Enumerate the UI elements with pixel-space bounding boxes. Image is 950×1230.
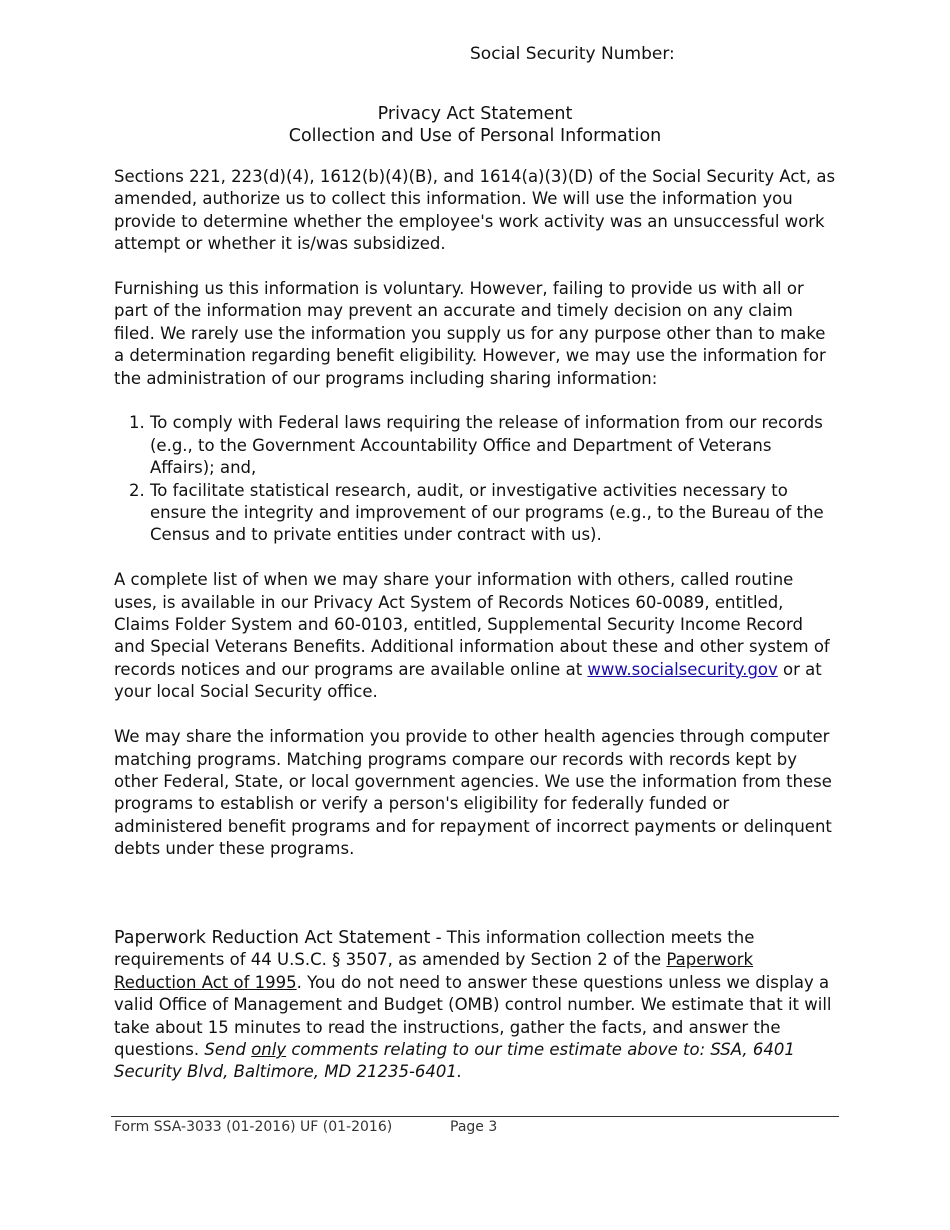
- page-number: Page 3: [450, 1119, 498, 1135]
- paperwork-heading: Paperwork Reduction Act Statement: [114, 928, 431, 948]
- socialsecurity-link[interactable]: www.socialsecurity.gov: [587, 659, 778, 679]
- privacy-act-body: [114, 166, 836, 883]
- privacy-paragraph-authority: Sections 221, 223(d)(4), 1612(b)(4)(B), and 1614(a)(3)(D) of the Social Security Act, as amended, authorize us to collect this information. We will use the information you provide to determine whether the employee's work activity was an unsuccessful work attempt or whether it is/was subsidized.: [114, 167, 836, 254]
- routine-uses-text-end: or at your local Social Security office.: [114, 659, 822, 702]
- paperwork-text-cont: . You do not need to answer these questions unless we display a valid Office of Management and Budget (OMB) control number. We estimate that it will take about 15 minutes to read the instructions, gather the facts, and answer the questions.: [114, 972, 832, 1060]
- privacy-paragraph-voluntary: Furnishing us this information is voluntary. However, failing to provide us with all or part of the information may prevent an accurate and timely decision on any claim filed. We rarely use the information you supply us for any purpose other than to make a determination regarding benefit eligibility. However, we may use the information for the administration of our programs including sharing information:: [114, 279, 826, 388]
- sharing-list: [114, 412, 836, 546]
- title-collection-use: Collection and Use of Personal Information: [288, 126, 662, 146]
- ssn-label: Social Security Number:: [470, 44, 675, 64]
- title-privacy-act: Privacy Act Statement: [377, 104, 573, 124]
- form-id: Form SSA-3033 (01-2016) UF (01-2016): [114, 1119, 393, 1135]
- send-only-emphasis: only: [251, 1040, 287, 1060]
- list-item: 1. To comply with Federal laws requiring the release of information from our records (e.g., to the Government Accountability Office and Department of Veterans Affairs); and,: [150, 412, 836, 479]
- send-comments-address: comments relating to our time estimate above to: SSA, 6401 Security Blvd, Baltimore, MD 21235-6401.: [114, 1040, 795, 1082]
- privacy-paragraph-routine-uses: [114, 569, 836, 703]
- privacy-paragraph-matching: We may share the information you provide to other health agencies through computer matching programs. Matching programs compare our records with records kept by other Federal, State, or local government agencies. We use the information from these programs to establish or verify a person's eligibility for federally funded or administered benefit programs and for repayment of incorrect payments or delinquent debts under these programs.: [114, 727, 832, 859]
- routine-uses-text: A complete list of when we may share your information with others, called routine uses, is available in our Privacy Act System of Records Notices 60-0089, entitled, Claims Folder System and 60-0103, entitled, Supplemental Security Income Record and Special Veterans Benefits. Additional information about these and other system of records notices and our programs are available online at: [114, 570, 830, 679]
- list-item: 2. To facilitate statistical research, audit, or investigative activities necessary to ensure the integrity and improvement of our programs (e.g., to the Bureau of the Census and to private entities under contract with us).: [150, 480, 836, 547]
- paperwork-reduction-statement: [114, 927, 836, 1084]
- paperwork-text: - This information collection meets the requirements of 44 U.S.C. § 3507, as amended by Section 2 of the: [114, 928, 755, 970]
- paperwork-act-reference: Paperwork Reduction Act of 1995: [114, 950, 754, 992]
- footer-divider: [111, 1116, 839, 1117]
- send-comments-text: Send: [204, 1040, 252, 1060]
